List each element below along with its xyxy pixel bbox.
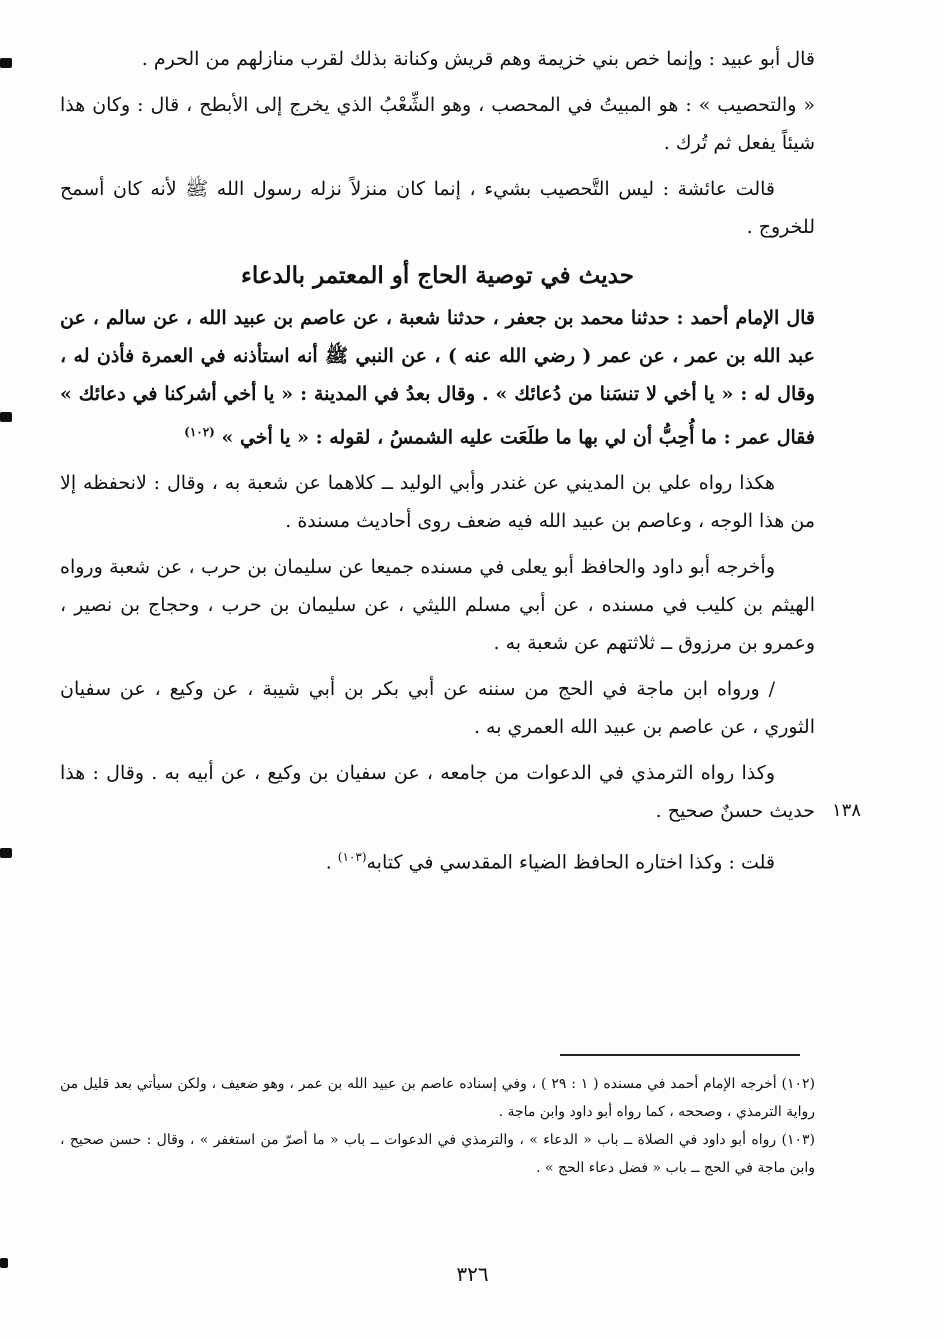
hadith-body: قال الإمام أحمد : حدثنا محمد بن جعفر ، حدثنا شعبة ، عن عاصم بن عبيد الله ، عن سالم ، عن عبد الله بن عمر ، عن عمر ( رضي الله عنه ) ، عن النبي ﷺ أنه استأذنه في العمرة فأذن له ، وقال له : « يا أخي لا تنسَنا من دُعائك » . وقال بعدُ في المدينة : « يا أخي أشركنا في دعائك » فقال عمر : ما أُحِبُّ أن لي بها ما طلَعَت عليه الشمسُ ، لقوله : « يا أخي » — [60, 307, 815, 449]
footnote-ref-103: (١٠٣) — [337, 850, 367, 865]
main-text — [60, 40, 815, 890]
footnote-divider — [560, 1054, 800, 1056]
footnotes — [60, 1070, 815, 1182]
margin-page-number: ١٣٨ — [832, 800, 862, 821]
paragraph-tirmidhi: وكذا رواه الترمذي في الدعوات من جامعه ، عن سفيان بن وكيع ، عن أبيه به . وقال : هذا حديث حسنٌ صحيح . — [60, 762, 815, 823]
paragraph-closing — [60, 838, 815, 881]
paragraph-ibn-majah: / ورواه ابن ماجة في الحج من سننه عن أبي بكر بن أبي شيبة ، عن وكيع ، عن سفيان الثوري ، عن عاصم بن عبيد الله العمري به . — [60, 678, 815, 739]
paragraph-aisha: قالت عائشة : ليس التَّحصيب بشيء ، إنما كان منزلاً نزله رسول الله ﷺ لأنه كان أسمح للخروج . — [60, 178, 815, 238]
section-heading: حديث في توصية الحاج أو المعتمر بالدعاء — [241, 262, 634, 289]
paragraph-abu-ubaid: قال أبو عبيد : وإنما خص بني خزيمة وهم قريش وكنانة بذلك لقرب منازلهم من الحرم . — [141, 48, 815, 70]
footnote-ref-102: (١٠٢) — [184, 425, 215, 439]
binding-mark-icon — [0, 848, 12, 858]
binding-mark-icon — [0, 412, 12, 422]
closing-text: قلت : وكذا اختاره الحافظ الضياء المقدسي في كتابه — [366, 851, 775, 874]
paragraph-tahsib: « والتحصيب » : هو المبيتُ في المحصب ، وهو الشِّعْبُ الذي يخرج إلى الأبطح ، قال : وكان هذا شيئاً يفعل ثم تُرك . — [60, 94, 815, 154]
binding-mark-icon — [0, 58, 12, 68]
paragraph-ibn-madini: هكذا رواه علي بن المديني عن غندر وأبي الوليد ــ كلاهما عن شعبة به ، وقال : لانحفظه إلا من هذا الوجه ، وعاصم بن عبيد الله فيه ضعف روى أحاديث مسندة . — [60, 472, 815, 533]
closing-tail: . — [325, 851, 338, 874]
paragraph-abu-dawud: وأخرجه أبو داود والحافظ أبو يعلى في مسنده جميعا عن سليمان بن حرب ، عن شعبة ورواه الهيثم بن كليب في مسنده ، عن أبي مسلم الليثي ، عن سليمان بن حرب ، وحجاج بن نصير ، وعمرو بن مرزوق ــ ثلاثتهم عن شعبة به . — [60, 556, 815, 655]
hadith-text — [60, 299, 815, 456]
footnote-103: (١٠٣) رواه أبو داود في الصلاة ــ باب « الدعاء » ، والترمذي في الدعوات ــ باب « ما أصرّ من استغفر » ، وقال : حسن صحيح ، وابن ماجة في الحج ــ باب « فضل دعاء الحج » . — [60, 1132, 815, 1176]
page-number: ٣٢٦ — [456, 1262, 489, 1286]
binding-mark-icon — [0, 1258, 8, 1268]
footnote-102: (١٠٢) أخرجه الإمام أحمد في مسنده ( ١ : ٢٩ ) ، وفي إسناده عاصم بن عبيد الله بن عمر ، وهو ضعيف ، ولكن سيأتي بعد قليل من رواية الترمذي ، وصححه ، كما رواه أبو داود وابن ماجة . — [60, 1076, 815, 1120]
